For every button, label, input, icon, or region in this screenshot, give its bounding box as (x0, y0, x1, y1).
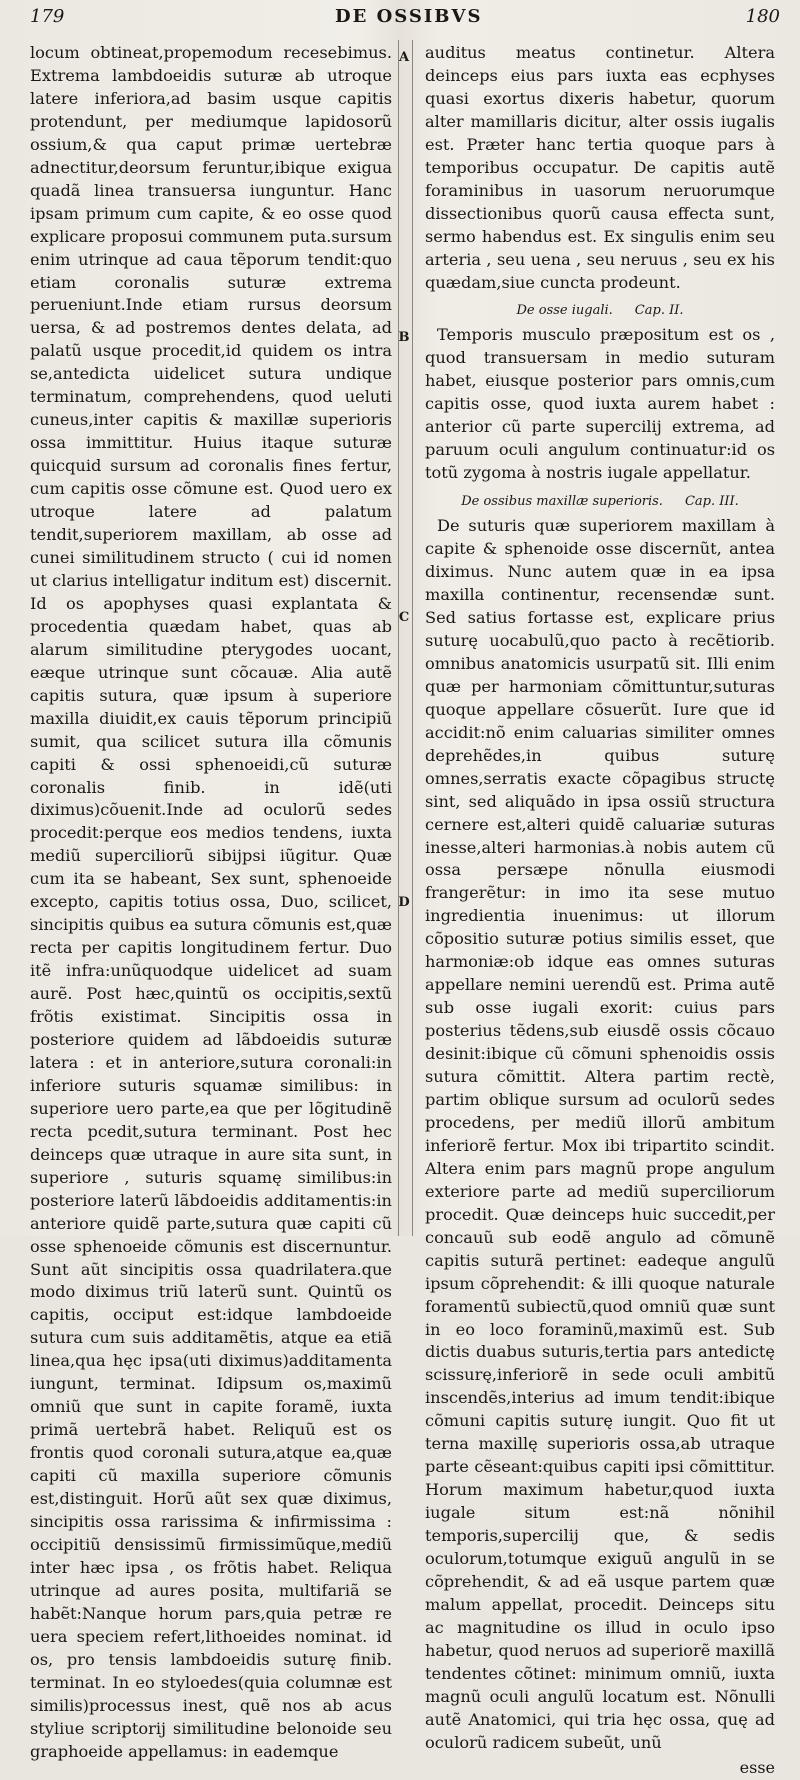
margin-marker-a: A (398, 50, 410, 65)
column-rule-right (412, 40, 413, 1236)
page-number-left: 179 (30, 6, 65, 27)
margin-marker-d: D (398, 895, 410, 910)
paragraph-iugali: Temporis musculo præpositum est os , quod transuersam in medio suturam habet, eiusque posterior pars omnis,cum capitis osse, quod iuxta aurem habet : anterior cũ parte supercilij extrema, ad paruum oculi angulum continuatur:id os totũ zygoma à nostris iugale appellatur. (425, 325, 775, 483)
page-number-right: 180 (745, 6, 780, 27)
catchword: esse (739, 1757, 775, 1777)
chapter-number: Cap. II. (634, 303, 684, 319)
running-title: DE OSSIBVS (335, 6, 483, 27)
margin-marker-c: C (398, 610, 410, 625)
right-column (425, 42, 775, 1777)
right-column-intro: auditus meatus continetur. Altera deinceps eius pars iuxta eas ecphyses quasi exortus dixeris habetur, quorum alter mamillaris dicitur, alter ossis iugalis est. Præter hanc tertia quoque pars à temporibus occupatur. De capitis autẽ foraminibus in uasorum neruorumque dissectionibus quorũ causa effecta sunt, sermo habendus est. Ex singulis enim seu arteria , seu uena , seu neruus , seu ex his quædam,siue cuncta prodeunt. (425, 43, 775, 292)
margin-marker-b: B (398, 330, 410, 345)
chapter-heading-maxilla (425, 491, 775, 513)
paragraph-maxilla: De suturis quæ superiorem maxillam à capite & sphenoide osse discernũt, antea diximus. Nunc autem quæ in ea ipsa maxilla continentur, recensendæ sunt. Sed satius fortasse est, explicare prius suturę uocabulũ,quo pacto à recẽtiorib. omnibus anatomicis usurpatũ sit. Illi enim quæ per harmoniam cõmittuntur,suturas quoque appellare cõsuerũt. Iure que id accidit:nõ enim caluarias similiter omnes deprehẽdes,in quibus suturę omnes,serratis exacte cõpagibus structę sint, sed aliquãdo in ipsa ossiũ structura cernere est,alteri quidẽ caluariæ suturas inesse,alteri harmonias.à nobis autem cũ ossa persæpe nõnulla eiusmodi frangerẽtur: in imo ita sese mutuo ingredientia inuenimus: ut illorum cõpositio suturæ potius similis esset, que harmoniæ:ob idque eas omnes suturas appellare nemini uerendũ est. Prima autẽ sub osse iugali exorit: cuius pars posterius tẽdens,sub eiusdẽ ossis cõcauo desinit:ibique cũ cõmuni sphenoidis ossis sutura cõmittit. Altera partim rectè, partim oblique sursum ad oculorũ sedes procedens, per mediũ illorũ ambitum inferiorẽ fertur. Mox ibi tripartito scindit. Altera enim pars magnũ prope angulum exteriore parte ad mediũ superciliorum procedit. Quæ deinceps huic succedit,per concauũ sub eodẽ angulo ad cõmunẽ capitis suturã pertinet: eadeque angulũ ipsum cõprehendit: & illi quoque naturale foramentũ subiectũ,quod omniũ quæ sunt in eo loco foraminũ,maximũ est. Sub dictis duabus suturis,tertia pars antedictę scissurę,inferiorẽ in sede oculi ambitũ inscendẽs,interius ad imum tendit:ibique cõmuni capitis suturę iungit. Quo fit ut terna maxillę superioris ossa,ab utraque parte cẽseant:quibus capiti ipsi cõmittitur. Horum maximum habetur,quod iuxta iugale situm est:nã nõnihil temporis,supercilij que, & sedis oculorum,totumque exiguũ angulũ in se cõprehendit, & ad eã usque partem quæ malum appellat, procedit. Deinceps situ ac magnitudine os illud in oculo ipso habetur, quod neruos ad superiorẽ maxillã tendentes cõtinet: minimum omniũ, iuxta magnũ oculi angulũ locatum est. Nõnulli autẽ Anatomici, qui tria hęc ossa, quę ad oculorũ radicem subeũt, unũ (425, 516, 775, 1752)
chapter-title: De ossibus maxillæ superioris. (461, 494, 663, 510)
chapter-heading-iugali (425, 300, 775, 322)
left-column (30, 42, 392, 1761)
left-column-text: locum obtineat,propemodum recesebimus. Extrema lambdoeidis suturæ ab utroque latere inferiora,ad basim usque capitis protendunt, per mediumque lapidosorũ ossium,& qua caput primæ uertebræ adnectitur,deorsum feruntur,ibique exigua quadã linea transuersa iunguntur. Hanc ipsam primum cum capite, & eo osse quod explicare proposui communem puta.sursum enim utrinque ad caua tẽporum tendit:quo etiam coronalis suturæ extrema perueniunt.Inde etiam rursus deorsum uersa, & ad postremos dentes delata, ad palatũ usque procedit,id quidem os intra se,antedicta uidelicet sutura undique terminatum, comprehendens, quod ueluti cuneus,inter capitis & maxillæ superioris ossa immittitur. Huius itaque suturæ quicquid sursum ad coronalis fines fertur, cum capitis osse cõmune est. Quod uero ex utroque latere ad palatum tendit,superiorem maxillam, ab osse ad cunei similitudinem structo ( cui id nomen ut clarius intelligatur inditum est) discernit. Id os apophyses quasi explantata & procedentia quædam habet, quas ab alarum similitudine pterygodes uocant, eæque utrinque sunt cõcauæ. Alia autẽ capitis sutura, quæ ipsum à superiore maxilla diuidit,ex cauis tẽporum principiũ sumit, qua scilicet sutura illa cõmunis capiti & ossi sphenoeidi,cũ suturæ coronalis finib. in idẽ(uti diximus)cõuenit.Inde ad oculorũ sedes procedit:perque eos medios tendens, iuxta mediũ superciliorũ sibijpsi iũgitur. Quæ cum ita se habeant, Sex sunt, sphenoeide excepto, capitis totius ossa, Duo, scilicet, sincipitis quibus ea sutura cõmunis est,quæ recta per capitis longitudinem fertur. Duo itẽ infra:unũquodque uidelicet ad suam aurẽ. Post hæc,quintũ os occipitis,sextũ frõtis existimat. Sincipitis ossa in posteriore quidem ad lãbdoeidis suturæ latera : et in anteriore,sutura coronali:in inferiore suturis squamæ similibus: in superiore uero parte,ea que per lõgitudinẽ recta pcedit,sutura terminant. Post hec deinceps quæ utraque in aure sita sunt, in superiore , suturis squamę similibus:in posteriore laterũ lãbdoeidis additamentis:in anteriore quidẽ parte,sutura quæ capiti cũ osse sphenoeide cõmunis est discernuntur. Sunt aũt sincipitis ossa quadrilatera.que modo diximus triũ laterũ sunt. Quintũ os capitis, occiput est:idque lambdoeide sutura cum suis additamẽtis, atque ea etiã linea,qua hęc ipsa(uti diximus)additamenta iungunt, terminat. Idipsum os,maximũ omniũ que sunt in capite foramẽ, iuxta primã uertebrã habet. Reliquũ est os frontis quod coronali sutura,atque ea,quæ capiti cũ maxilla superiore cõmunis est,distinguit. Horũ aũt sex quæ diximus, sincipitis ossa rarissima & infirmissima : occipitiũ densissimũ firmissimũque,mediũ inter hæc ipsa , os frõtis habet. Reliqua utrinque ad aures posita, multifariã se habẽt:Nanque horum pars,quia petræ re uera speciem refert,lithoeides nominat. id os, pro tensis lambdoeidis suturę finib. terminat. In eo styloedes(quia columnæ est similis)processus inest, quẽ nos ab acus styliue scriptorij similitudine belonoide seu graphoeide appellamus: in eademque (30, 43, 392, 1761)
page-header (0, 0, 800, 34)
column-rule-left (398, 40, 399, 1236)
chapter-title: De osse iugali. (516, 303, 613, 319)
chapter-number: Cap. III. (684, 494, 739, 510)
